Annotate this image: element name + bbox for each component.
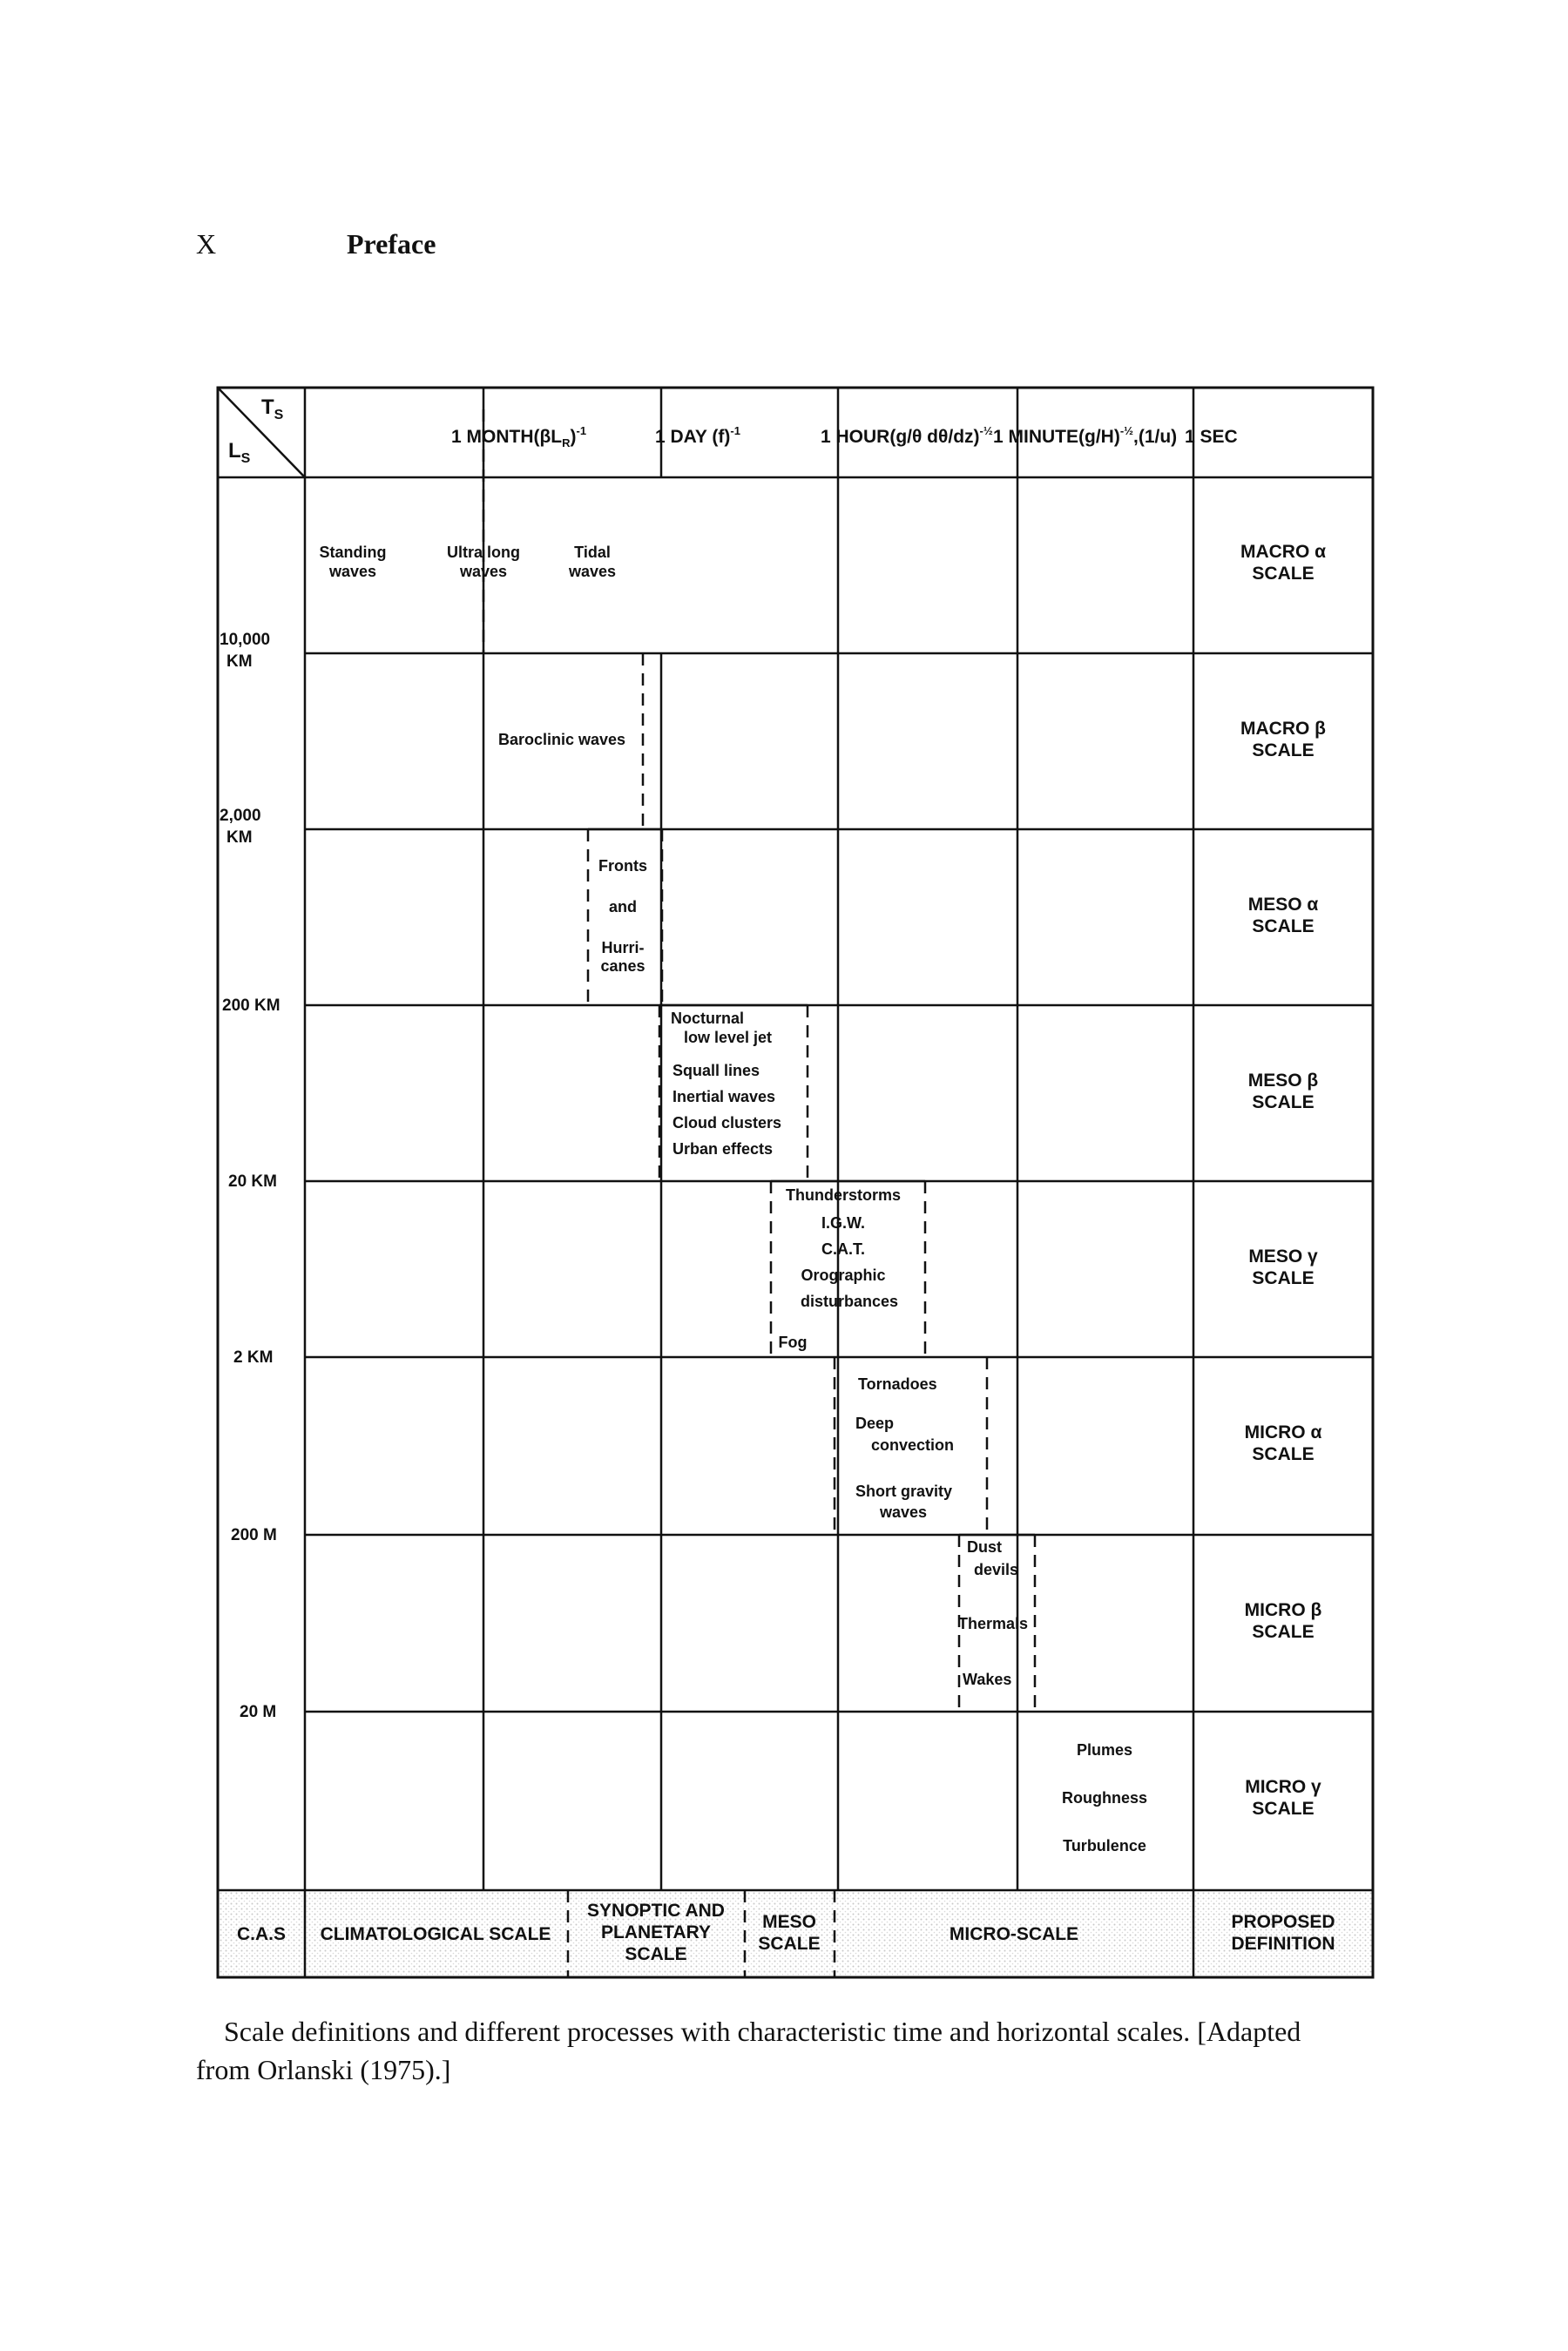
page-number: X xyxy=(196,228,217,260)
svg-text:Standing: Standing xyxy=(319,544,387,561)
phenomena-dashes xyxy=(483,409,1035,1977)
squall-lines-label: Squall lines xyxy=(672,1062,760,1079)
length-label-20km: 20 KM xyxy=(228,1172,277,1191)
fronts-label: Fronts xyxy=(598,857,647,875)
page-title: Preface xyxy=(347,228,436,260)
svg-text:DEFINITION: DEFINITION xyxy=(1231,1934,1335,1954)
time-label-hour: 1 HOUR(g/θ dθ/dz)$^{-\frac{1}{2}}$ xyxy=(821,424,993,447)
cat-label: C.A.T. xyxy=(821,1240,866,1258)
fog-label: Fog xyxy=(778,1334,808,1351)
cas-label: C.A.S xyxy=(236,1924,287,1944)
svg-text:canes: canes xyxy=(600,957,645,975)
svg-text:Deep: Deep xyxy=(855,1415,895,1432)
svg-text:PLANETARY: PLANETARY xyxy=(601,1922,711,1942)
inertial-waves-label: Inertial waves xyxy=(672,1088,776,1105)
scale-micro-beta: MICRO β xyxy=(1244,1600,1322,1620)
urban-effects-label: Urban effects xyxy=(672,1140,774,1158)
scale-macro-beta: MACRO β xyxy=(1240,719,1326,739)
length-label-200m: 200 M xyxy=(231,1526,277,1544)
roughness-label: Roughness xyxy=(1061,1789,1148,1807)
svg-text:waves: waves xyxy=(568,563,617,580)
scale-micro-gamma: MICRO γ xyxy=(1245,1777,1321,1797)
svg-text:SCALE: SCALE xyxy=(1252,1799,1315,1819)
length-label-10000-unit: KM xyxy=(226,652,253,671)
thunderstorms-label: Thunderstorms xyxy=(785,1186,902,1204)
svg-text:Hurri-: Hurri- xyxy=(601,939,645,956)
svg-text:SCALE: SCALE xyxy=(1252,1622,1315,1642)
svg-text:SCALE: SCALE xyxy=(1252,564,1315,584)
svg-text:SCALE: SCALE xyxy=(1252,1444,1315,1464)
svg-text:waves: waves xyxy=(328,563,377,580)
svg-text:Ultra long: Ultra long xyxy=(447,544,520,561)
svg-text:Tidal: Tidal xyxy=(574,544,611,561)
svg-text:low level jet: low level jet xyxy=(684,1029,773,1046)
igw-label: I.G.W. xyxy=(821,1214,866,1232)
length-labels xyxy=(220,631,280,1721)
scale-micro-alpha: MICRO α xyxy=(1244,1422,1322,1442)
row-lines xyxy=(218,477,1373,1890)
svg-text:PROPOSED: PROPOSED xyxy=(1231,1912,1335,1932)
time-label-minute: 1 $MINUTE(g/H)^{-\frac{1}{2}},(1/u)$ xyxy=(993,424,1178,447)
table-frame xyxy=(218,388,1373,1977)
svg-text:devils: devils xyxy=(974,1561,1019,1578)
baroclinic-waves-label: Baroclinic waves xyxy=(497,731,626,748)
figure-caption xyxy=(196,2012,1381,2089)
length-label-2000-unit: KM xyxy=(226,828,253,847)
svg-text:Nocturnal: Nocturnal xyxy=(671,1010,745,1027)
svg-text:SCALE: SCALE xyxy=(625,1944,687,1964)
tornadoes-label: Tornadoes xyxy=(858,1375,937,1393)
svg-text:Orographic: Orographic xyxy=(801,1267,886,1284)
micro-scale-label: MICRO-SCALE xyxy=(949,1924,1079,1944)
svg-text:SYNOPTIC AND: SYNOPTIC AND xyxy=(587,1901,725,1921)
plumes-label: Plumes xyxy=(1076,1741,1133,1759)
scale-meso-gamma: MESO γ xyxy=(1248,1246,1318,1267)
corner-ts: $T_S$ xyxy=(261,395,284,422)
length-label-2km: 2 KM xyxy=(233,1348,274,1367)
corner-ls: $L_S$ xyxy=(228,439,251,466)
svg-text:SCALE: SCALE xyxy=(758,1934,821,1954)
svg-text:SCALE: SCALE xyxy=(1252,1092,1315,1112)
caption-line-1: Scale definitions and different processes with characteristic time and horizontal scales. [Adapted xyxy=(224,2016,1301,2047)
svg-text:MESO: MESO xyxy=(762,1912,816,1932)
svg-text:SCALE: SCALE xyxy=(1252,1268,1315,1288)
svg-text:disturbances: disturbances xyxy=(800,1293,899,1310)
turbulence-label: Turbulence xyxy=(1063,1837,1146,1854)
svg-text:convection: convection xyxy=(871,1436,955,1454)
length-label-10000: 10,000 xyxy=(220,631,271,649)
svg-text:SCALE: SCALE xyxy=(1252,916,1315,936)
time-scale-labels xyxy=(451,424,1238,449)
svg-text:waves: waves xyxy=(880,1503,928,1521)
caption-line-2: from Orlanski (1975).] xyxy=(196,2054,451,2085)
time-label-month: 1 $MONTH(\beta L_R)^{-1}$ xyxy=(451,424,587,449)
svg-text:waves: waves xyxy=(459,563,508,580)
and-label: and xyxy=(608,898,638,915)
length-label-2000: 2,000 xyxy=(220,807,261,825)
wakes-label: Wakes xyxy=(963,1671,1012,1688)
svg-text:Dust: Dust xyxy=(967,1538,1002,1556)
cloud-clusters-label: Cloud clusters xyxy=(672,1114,782,1132)
scale-macro-alpha: MACRO α xyxy=(1240,542,1327,562)
column-lines xyxy=(305,388,1193,1977)
scale-meso-beta: MESO β xyxy=(1247,1071,1319,1091)
phenomena-labels xyxy=(320,544,1148,1854)
svg-text:SCALE: SCALE xyxy=(1252,740,1315,760)
time-label-day: 1 DAY $(f)^{-1}$ xyxy=(655,424,740,447)
climatological-label: CLIMATOLOGICAL SCALE xyxy=(320,1924,551,1944)
length-label-200km: 200 KM xyxy=(222,996,280,1015)
scale-meso-alpha: MESO α xyxy=(1247,895,1319,915)
time-label-sec: 1 SEC xyxy=(1185,427,1238,447)
length-label-20m: 20 M xyxy=(240,1703,277,1721)
svg-text:Short gravity: Short gravity xyxy=(855,1483,953,1500)
thermals-label: Thermals xyxy=(958,1615,1029,1632)
